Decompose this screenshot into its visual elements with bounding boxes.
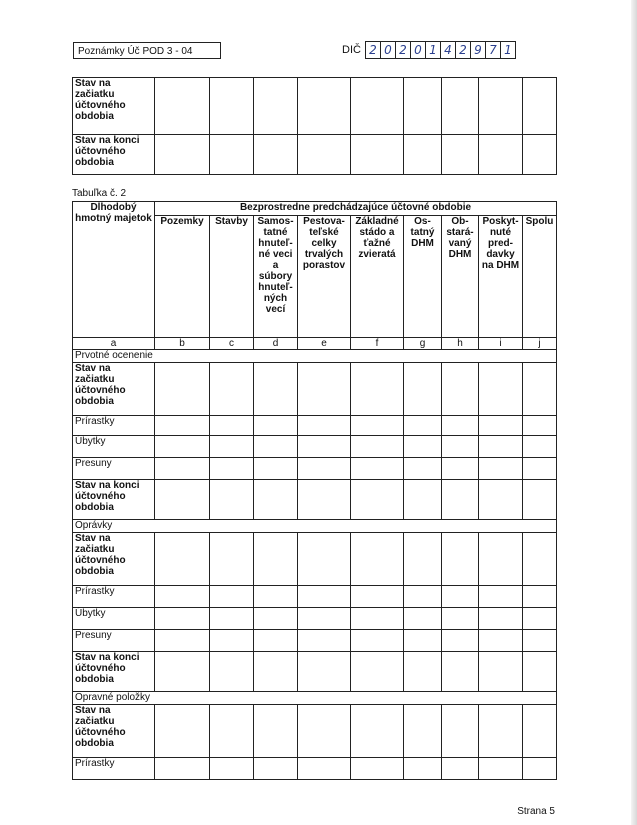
input-cell[interactable] (442, 78, 479, 135)
input-cell[interactable] (404, 135, 442, 175)
column-letter: i (479, 338, 523, 350)
input-cell[interactable] (298, 608, 351, 630)
row-label: Stav na začiatku účtovného obdobia (73, 705, 155, 758)
input-cell[interactable] (351, 608, 404, 630)
input-cell[interactable] (442, 608, 479, 630)
input-cell[interactable] (479, 533, 523, 586)
input-cell[interactable] (254, 458, 298, 480)
input-cell[interactable] (523, 705, 557, 758)
input-cell[interactable] (404, 436, 442, 458)
input-cell[interactable] (479, 78, 523, 135)
column-header: Samos-tatné hnuteľ-né veci a súbory hnuteľ-ných vecí (254, 216, 298, 338)
input-cell[interactable] (351, 480, 404, 520)
input-cell[interactable] (351, 630, 404, 652)
input-cell[interactable] (254, 533, 298, 586)
row-label: Prírastky (73, 416, 155, 436)
input-cell[interactable] (351, 436, 404, 458)
first-column-header: Dlhodobý hmotný majetok (73, 202, 155, 338)
input-cell[interactable] (155, 705, 210, 758)
input-cell[interactable] (210, 608, 254, 630)
table-row (73, 78, 557, 135)
column-header: Spolu (523, 216, 557, 338)
input-cell[interactable] (254, 758, 298, 780)
dic-digit: 0 (381, 42, 396, 58)
input-cell[interactable] (254, 480, 298, 520)
input-cell[interactable] (155, 416, 210, 436)
input-cell[interactable] (404, 608, 442, 630)
input-cell[interactable] (479, 436, 523, 458)
column-header: Ob-stará-vaný DHM (442, 216, 479, 338)
row-label: Úbytky (73, 608, 155, 630)
column-letter: j (523, 338, 557, 350)
input-cell[interactable] (523, 436, 557, 458)
input-cell[interactable] (479, 480, 523, 520)
dic-digit: 7 (486, 42, 501, 58)
input-cell[interactable] (523, 608, 557, 630)
input-cell[interactable] (210, 652, 254, 692)
section-row (73, 520, 557, 533)
column-header: Pozemky (155, 216, 210, 338)
input-cell[interactable] (298, 480, 351, 520)
input-cell[interactable] (351, 135, 404, 175)
input-cell[interactable] (523, 652, 557, 692)
section-title: Oprávky (73, 520, 557, 533)
dic-label: DIČ (342, 44, 361, 56)
input-cell[interactable] (479, 705, 523, 758)
input-cell[interactable] (210, 533, 254, 586)
input-cell[interactable] (479, 135, 523, 175)
period-header: Bezprostredne predchádzajúce účtovné obdobie (155, 202, 557, 216)
input-cell[interactable] (523, 363, 557, 416)
table-row (73, 758, 557, 780)
input-cell[interactable] (155, 135, 210, 175)
dic-digit: 2 (396, 42, 411, 58)
input-cell[interactable] (351, 78, 404, 135)
row-label: Úbytky (73, 436, 155, 458)
input-cell[interactable] (254, 78, 298, 135)
table-row (73, 135, 557, 175)
input-cell[interactable] (479, 586, 523, 608)
input-cell[interactable] (479, 652, 523, 692)
dic-field (342, 41, 516, 59)
input-cell[interactable] (442, 758, 479, 780)
input-cell[interactable] (210, 758, 254, 780)
input-cell[interactable] (404, 458, 442, 480)
input-cell[interactable] (351, 533, 404, 586)
input-cell[interactable] (155, 458, 210, 480)
input-cell[interactable] (155, 758, 210, 780)
section-row (73, 692, 557, 705)
input-cell[interactable] (404, 363, 442, 416)
input-cell[interactable] (155, 78, 210, 135)
input-cell[interactable] (404, 586, 442, 608)
input-cell[interactable] (155, 363, 210, 416)
table-row (73, 436, 557, 458)
input-cell[interactable] (298, 652, 351, 692)
row-label: Presuny (73, 458, 155, 480)
table-row (73, 533, 557, 586)
input-cell[interactable] (210, 705, 254, 758)
row-label: Stav na konci účtovného obdobia (73, 652, 155, 692)
table-row (73, 480, 557, 520)
input-cell[interactable] (210, 630, 254, 652)
input-cell[interactable] (404, 652, 442, 692)
column-letter: c (210, 338, 254, 350)
row-label: Stav na začiatku účtovného obdobia (73, 533, 155, 586)
input-cell[interactable] (442, 480, 479, 520)
input-cell[interactable] (210, 480, 254, 520)
input-cell[interactable] (351, 652, 404, 692)
table-row (73, 630, 557, 652)
input-cell[interactable] (404, 480, 442, 520)
input-cell[interactable] (298, 135, 351, 175)
input-cell[interactable] (404, 416, 442, 436)
table-row (73, 416, 557, 436)
input-cell[interactable] (155, 480, 210, 520)
input-cell[interactable] (155, 608, 210, 630)
input-cell[interactable] (210, 416, 254, 436)
input-cell[interactable] (523, 480, 557, 520)
input-cell[interactable] (254, 652, 298, 692)
dic-digit: 4 (441, 42, 456, 58)
input-cell[interactable] (254, 586, 298, 608)
input-cell[interactable] (210, 458, 254, 480)
row-label: Prírastky (73, 758, 155, 780)
input-cell[interactable] (298, 705, 351, 758)
input-cell[interactable] (442, 436, 479, 458)
input-cell[interactable] (254, 135, 298, 175)
column-letter: a (73, 338, 155, 350)
dic-digit: 1 (426, 42, 441, 58)
group-header-row (73, 202, 557, 216)
input-cell[interactable] (479, 758, 523, 780)
input-cell[interactable] (479, 416, 523, 436)
input-cell[interactable] (298, 436, 351, 458)
input-cell[interactable] (479, 363, 523, 416)
form-title: Poznámky Úč POD 3 - 04 (73, 42, 221, 59)
input-cell[interactable] (442, 705, 479, 758)
input-cell[interactable] (254, 705, 298, 758)
input-cell[interactable] (523, 533, 557, 586)
input-cell[interactable] (254, 436, 298, 458)
row-label: Stav na začiatku účtovného obdobia (73, 363, 155, 416)
column-header: Stavby (210, 216, 254, 338)
row-label: Stav na konci účtovného obdobia (73, 135, 155, 175)
input-cell[interactable] (210, 78, 254, 135)
input-cell[interactable] (210, 586, 254, 608)
input-cell[interactable] (298, 586, 351, 608)
input-cell[interactable] (351, 458, 404, 480)
table-row (73, 652, 557, 692)
column-header: Pestova-teľské celky trvalých porastov (298, 216, 351, 338)
column-letter: e (298, 338, 351, 350)
input-cell[interactable] (351, 758, 404, 780)
column-header: Os-tatný DHM (404, 216, 442, 338)
input-cell[interactable] (479, 608, 523, 630)
row-label: Stav na konci účtovného obdobia (73, 480, 155, 520)
dic-digit: 2 (366, 42, 381, 58)
input-cell[interactable] (254, 608, 298, 630)
input-cell[interactable] (404, 78, 442, 135)
input-cell[interactable] (298, 416, 351, 436)
input-cell[interactable] (351, 416, 404, 436)
input-cell[interactable] (155, 533, 210, 586)
input-cell[interactable] (351, 363, 404, 416)
section-row (73, 350, 557, 363)
input-cell[interactable] (298, 758, 351, 780)
input-cell[interactable] (298, 458, 351, 480)
input-cell[interactable] (442, 458, 479, 480)
continuation-table (72, 77, 557, 175)
column-letter: f (351, 338, 404, 350)
input-cell[interactable] (523, 586, 557, 608)
column-letter: d (254, 338, 298, 350)
dic-digit: 9 (471, 42, 486, 58)
input-cell[interactable] (442, 363, 479, 416)
input-cell[interactable] (254, 630, 298, 652)
column-header: Poskyt-nuté pred-davky na DHM (479, 216, 523, 338)
input-cell[interactable] (442, 533, 479, 586)
column-header: Základné stádo a ťažné zvieratá (351, 216, 404, 338)
input-cell[interactable] (479, 458, 523, 480)
input-cell[interactable] (442, 652, 479, 692)
input-cell[interactable] (210, 135, 254, 175)
input-cell[interactable] (523, 135, 557, 175)
input-cell[interactable] (404, 630, 442, 652)
column-letter: g (404, 338, 442, 350)
page-edge-shadow (631, 0, 637, 825)
input-cell[interactable] (523, 758, 557, 780)
input-cell[interactable] (298, 363, 351, 416)
input-cell[interactable] (155, 652, 210, 692)
dic-digit-boxes (365, 41, 516, 59)
row-label: Presuny (73, 630, 155, 652)
input-cell[interactable] (404, 705, 442, 758)
input-cell[interactable] (523, 78, 557, 135)
input-cell[interactable] (155, 630, 210, 652)
table-row (73, 458, 557, 480)
input-cell[interactable] (442, 135, 479, 175)
dic-digit: 2 (456, 42, 471, 58)
table-row (73, 586, 557, 608)
input-cell[interactable] (442, 586, 479, 608)
table-row (73, 363, 557, 416)
input-cell[interactable] (155, 436, 210, 458)
fixed-assets-table (72, 201, 557, 780)
column-letter: b (155, 338, 210, 350)
input-cell[interactable] (298, 630, 351, 652)
input-cell[interactable] (404, 758, 442, 780)
input-cell[interactable] (404, 533, 442, 586)
table-row (73, 608, 557, 630)
dic-digit: 1 (504, 43, 512, 57)
input-cell[interactable] (351, 586, 404, 608)
input-cell[interactable] (523, 630, 557, 652)
input-cell[interactable] (155, 586, 210, 608)
input-cell[interactable] (442, 630, 479, 652)
input-cell[interactable] (479, 630, 523, 652)
input-cell[interactable] (254, 363, 298, 416)
section-title: Prvotné ocenenie (73, 350, 557, 363)
table-row (73, 705, 557, 758)
dic-digit: 0 (411, 42, 426, 58)
page-number: Strana 5 (517, 806, 555, 817)
column-letter: h (442, 338, 479, 350)
row-label: Prírastky (73, 586, 155, 608)
column-letter-row (73, 338, 557, 350)
input-cell[interactable] (298, 78, 351, 135)
table-caption: Tabuľka č. 2 (72, 188, 127, 199)
section-title: Opravné položky (73, 692, 557, 705)
input-cell[interactable] (210, 436, 254, 458)
row-label: Stav na začiatku účtovného obdobia (73, 78, 155, 135)
input-cell[interactable] (442, 416, 479, 436)
input-cell[interactable] (254, 416, 298, 436)
input-cell[interactable] (523, 416, 557, 436)
input-cell[interactable] (210, 363, 254, 416)
input-cell[interactable] (351, 705, 404, 758)
input-cell[interactable] (298, 533, 351, 586)
input-cell[interactable] (523, 458, 557, 480)
